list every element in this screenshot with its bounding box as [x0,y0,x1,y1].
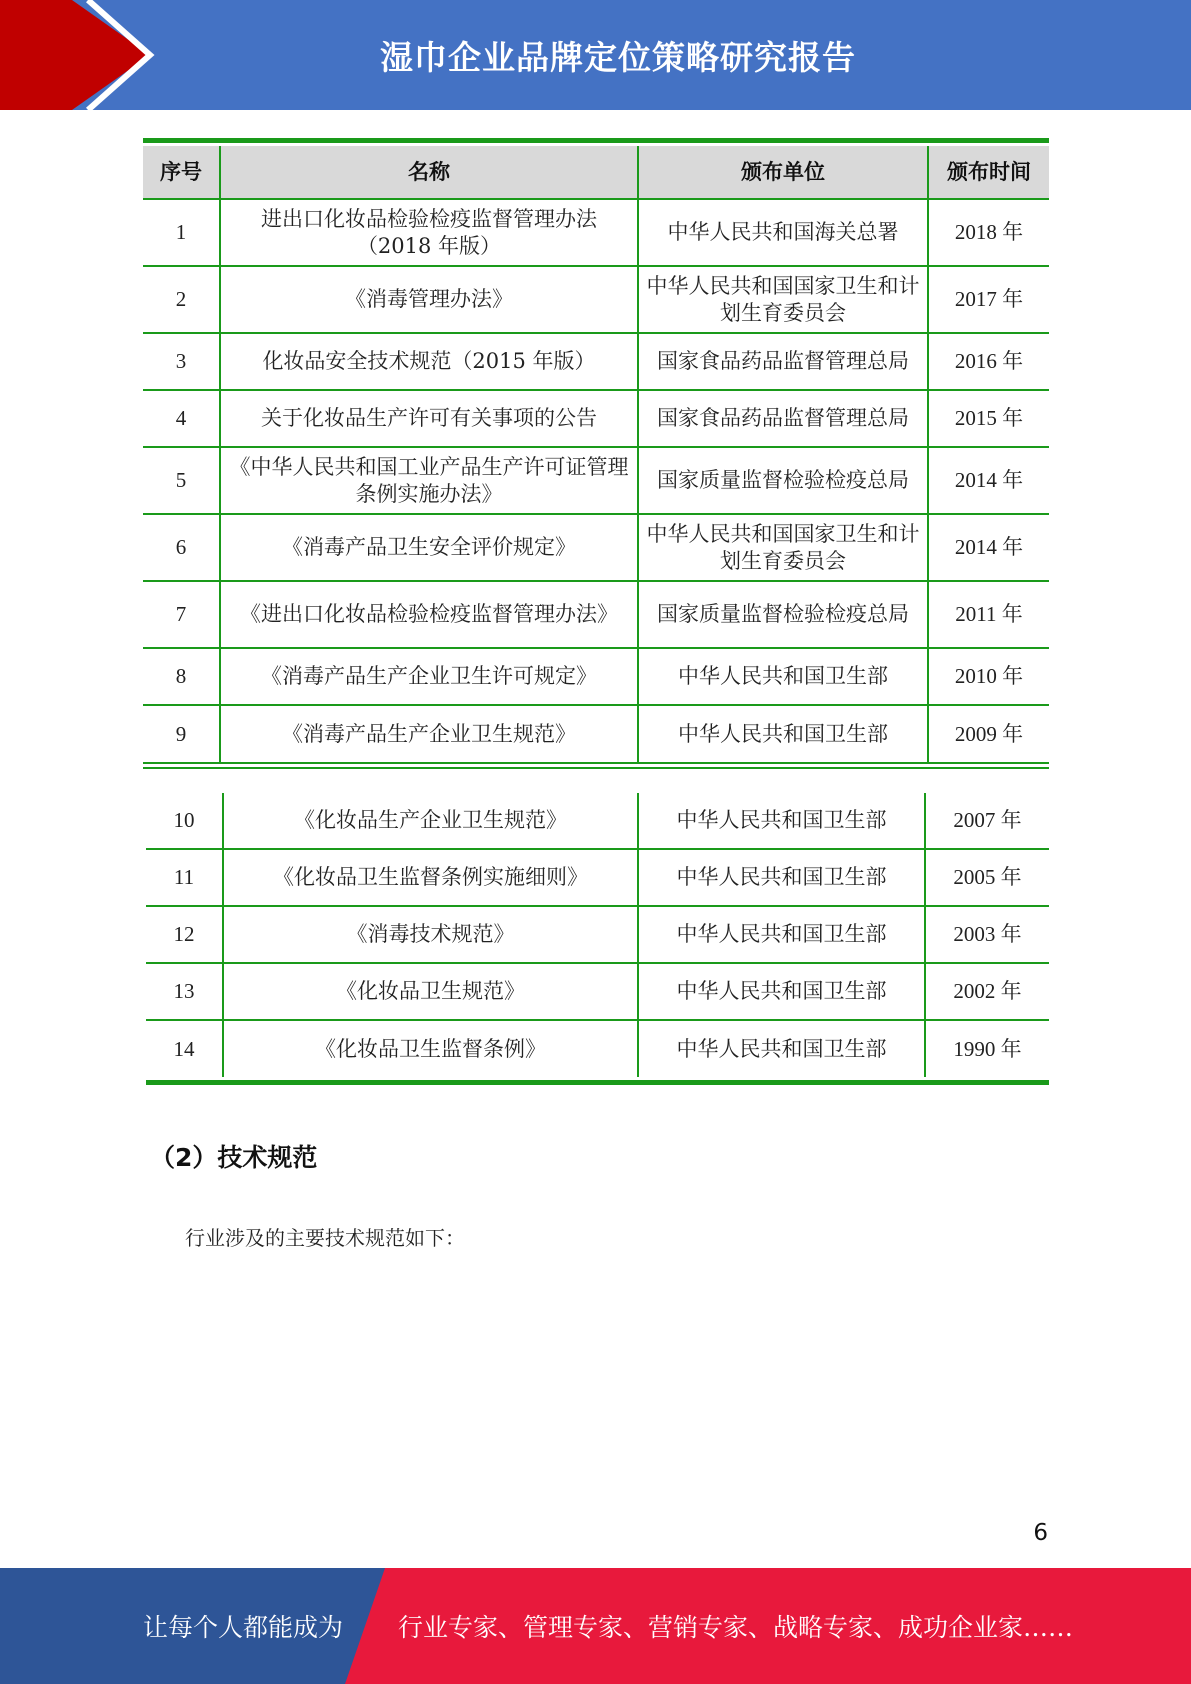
row-year: 2017 年 [928,266,1049,333]
table-row [143,514,1049,581]
row-issuer: 中华人民共和国卫生部 [638,1020,925,1077]
section-body-text: 行业涉及的主要技术规范如下： [185,1226,465,1250]
row-name: 《化妆品卫生监督条例》 [223,1020,638,1077]
table-row [146,793,1049,849]
row-issuer: 中华人民共和国卫生部 [638,793,925,849]
row-year: 2003 年 [925,906,1049,963]
row-issuer: 中华人民共和国卫生部 [638,705,928,762]
row-number: 11 [146,849,223,906]
table-row [143,266,1049,333]
row-name: 《消毒管理办法》 [220,266,638,333]
header-issuer: 颁布单位 [638,146,928,199]
regulations-table-part-2 [146,793,1049,1085]
row-number: 10 [146,793,223,849]
row-name: 《消毒技术规范》 [223,906,638,963]
table-row [146,1020,1049,1077]
table-row [146,849,1049,906]
row-name: 《化妆品卫生规范》 [223,963,638,1020]
row-number: 2 [143,266,220,333]
table-row [143,648,1049,705]
row-issuer: 国家质量监督检验检疫总局 [638,447,928,514]
table-row [143,447,1049,514]
row-year: 2005 年 [925,849,1049,906]
row-issuer: 中华人民共和国国家卫生和计划生育委员会 [638,266,928,333]
header-number: 序号 [143,146,220,199]
footer-slogan-left: 让每个人都能成为 [143,1613,344,1642]
row-year: 2002 年 [925,963,1049,1020]
row-number: 5 [143,447,220,514]
page-footer [0,1568,1191,1684]
row-name: 《进出口化妆品检验检疫监督管理办法》 [220,581,638,648]
row-number: 12 [146,906,223,963]
report-title: 湿巾企业品牌定位策略研究报告 [380,37,856,77]
table-header-row [143,146,1049,199]
row-name: 《中华人民共和国工业产品生产许可证管理条例实施办法》 [220,447,638,514]
table-row [143,390,1049,447]
page-number: 6 [1033,1520,1048,1546]
row-name: 《消毒产品生产企业卫生规范》 [220,705,638,762]
row-number: 1 [143,199,220,266]
row-issuer: 国家食品药品监督管理总局 [638,333,928,390]
row-number: 13 [146,963,223,1020]
table-row [143,199,1049,266]
row-issuer: 中华人民共和国卫生部 [638,648,928,705]
row-name: 《消毒产品卫生安全评价规定》 [220,514,638,581]
table-row [143,333,1049,390]
section-heading: （2）技术规范 [150,1143,318,1172]
row-number: 3 [143,333,220,390]
header-year: 颁布时间 [928,146,1049,199]
row-year: 2014 年 [928,514,1049,581]
row-number: 4 [143,390,220,447]
footer-slogan-right: 行业专家、管理专家、营销专家、战略专家、成功企业家…… [398,1613,1074,1642]
row-number: 6 [143,514,220,581]
row-issuer: 国家食品药品监督管理总局 [638,390,928,447]
page-header [0,0,1191,110]
row-issuer: 中华人民共和国卫生部 [638,906,925,963]
row-year: 2018 年 [928,199,1049,266]
row-issuer: 中华人民共和国卫生部 [638,963,925,1020]
regulations-table-part-1 [143,138,1049,769]
row-name: 《消毒产品生产企业卫生许可规定》 [220,648,638,705]
row-year: 2015 年 [928,390,1049,447]
row-name: 《化妆品卫生监督条例实施细则》 [223,849,638,906]
row-name: 进出口化妆品检验检疫监督管理办法（2018 年版） [220,199,638,266]
row-number: 8 [143,648,220,705]
row-issuer: 国家质量监督检验检疫总局 [638,581,928,648]
row-year: 1990 年 [925,1020,1049,1077]
row-number: 7 [143,581,220,648]
row-year: 2009 年 [928,705,1049,762]
row-issuer: 中华人民共和国国家卫生和计划生育委员会 [638,514,928,581]
row-year: 2007 年 [925,793,1049,849]
row-name: 化妆品安全技术规范（2015 年版） [220,333,638,390]
table-row [143,581,1049,648]
header-name: 名称 [220,146,638,199]
row-number: 9 [143,705,220,762]
row-year: 2011 年 [928,581,1049,648]
table-row [146,963,1049,1020]
row-year: 2014 年 [928,447,1049,514]
row-issuer: 中华人民共和国卫生部 [638,849,925,906]
row-year: 2010 年 [928,648,1049,705]
row-number: 14 [146,1020,223,1077]
row-name: 《化妆品生产企业卫生规范》 [223,793,638,849]
row-name: 关于化妆品生产许可有关事项的公告 [220,390,638,447]
table-row [146,906,1049,963]
row-year: 2016 年 [928,333,1049,390]
table-row [143,705,1049,762]
row-issuer: 中华人民共和国海关总署 [638,199,928,266]
